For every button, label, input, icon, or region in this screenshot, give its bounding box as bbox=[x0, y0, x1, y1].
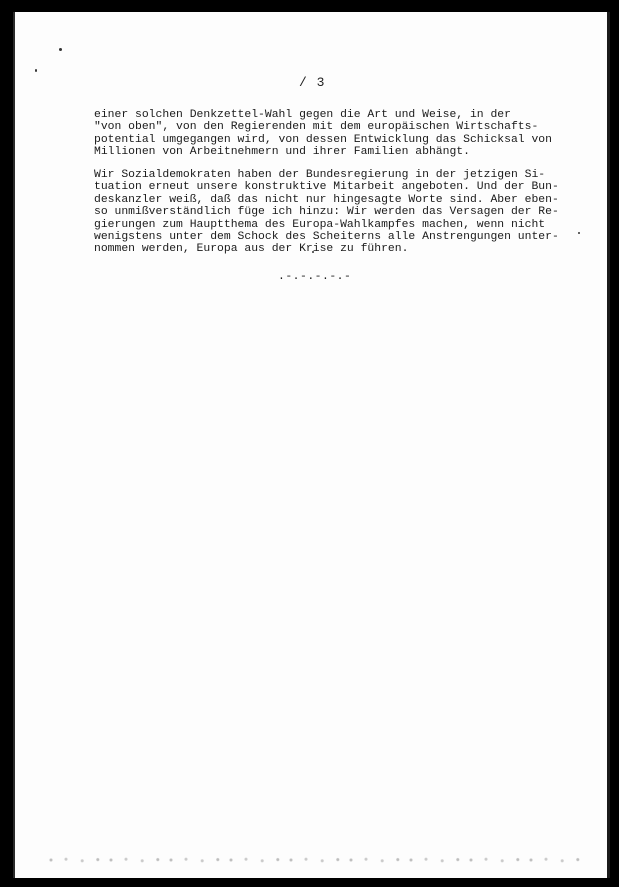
scan-speck bbox=[35, 69, 37, 72]
text-line: nommen werden, Europa aus der Krise zu führen. bbox=[94, 243, 409, 256]
text-line: einer solchen Denkzettel-Wahl gegen die Art und Weise, in der bbox=[94, 109, 511, 121]
text-line: potential umgegangen wird, von dessen Entwicklung das Schicksal von bbox=[94, 133, 552, 146]
paragraph-2 bbox=[94, 169, 584, 256]
text-line: "von oben", von den Regierenden mit dem europäischen Wirtschafts- bbox=[94, 121, 539, 134]
text-line: deskanzler weiß, daß das nicht nur hingesagte Worte sind. Aber eben- bbox=[94, 193, 559, 206]
page-number: / 3 bbox=[299, 75, 326, 90]
text-line: Wir Sozialdemokraten haben der Bundesregierung in der jetzigen Si- bbox=[94, 169, 546, 181]
text-line: wenigstens unter dem Schock des Scheiterns alle Anstrengungen unter- bbox=[94, 231, 559, 244]
closing-separator: .-.-.-.-.- bbox=[278, 271, 352, 283]
scan-noise bbox=[45, 856, 587, 864]
paragraph-1 bbox=[94, 109, 584, 159]
scan-speck bbox=[59, 48, 62, 51]
text-line: Millionen von Arbeitnehmern und ihrer Familien abhängt. bbox=[94, 146, 470, 159]
document-page bbox=[13, 12, 610, 878]
text-line: gierungen zum Hauptthema des Europa-Wahlkampfes machen, wenn nicht bbox=[94, 218, 546, 231]
text-line: tuation erneut unsere konstruktive Mitarbeit angeboten. Und der Bun- bbox=[94, 181, 559, 194]
text-line: so unmißverständlich füge ich hinzu: Wir werden das Versagen der Re- bbox=[94, 206, 559, 219]
